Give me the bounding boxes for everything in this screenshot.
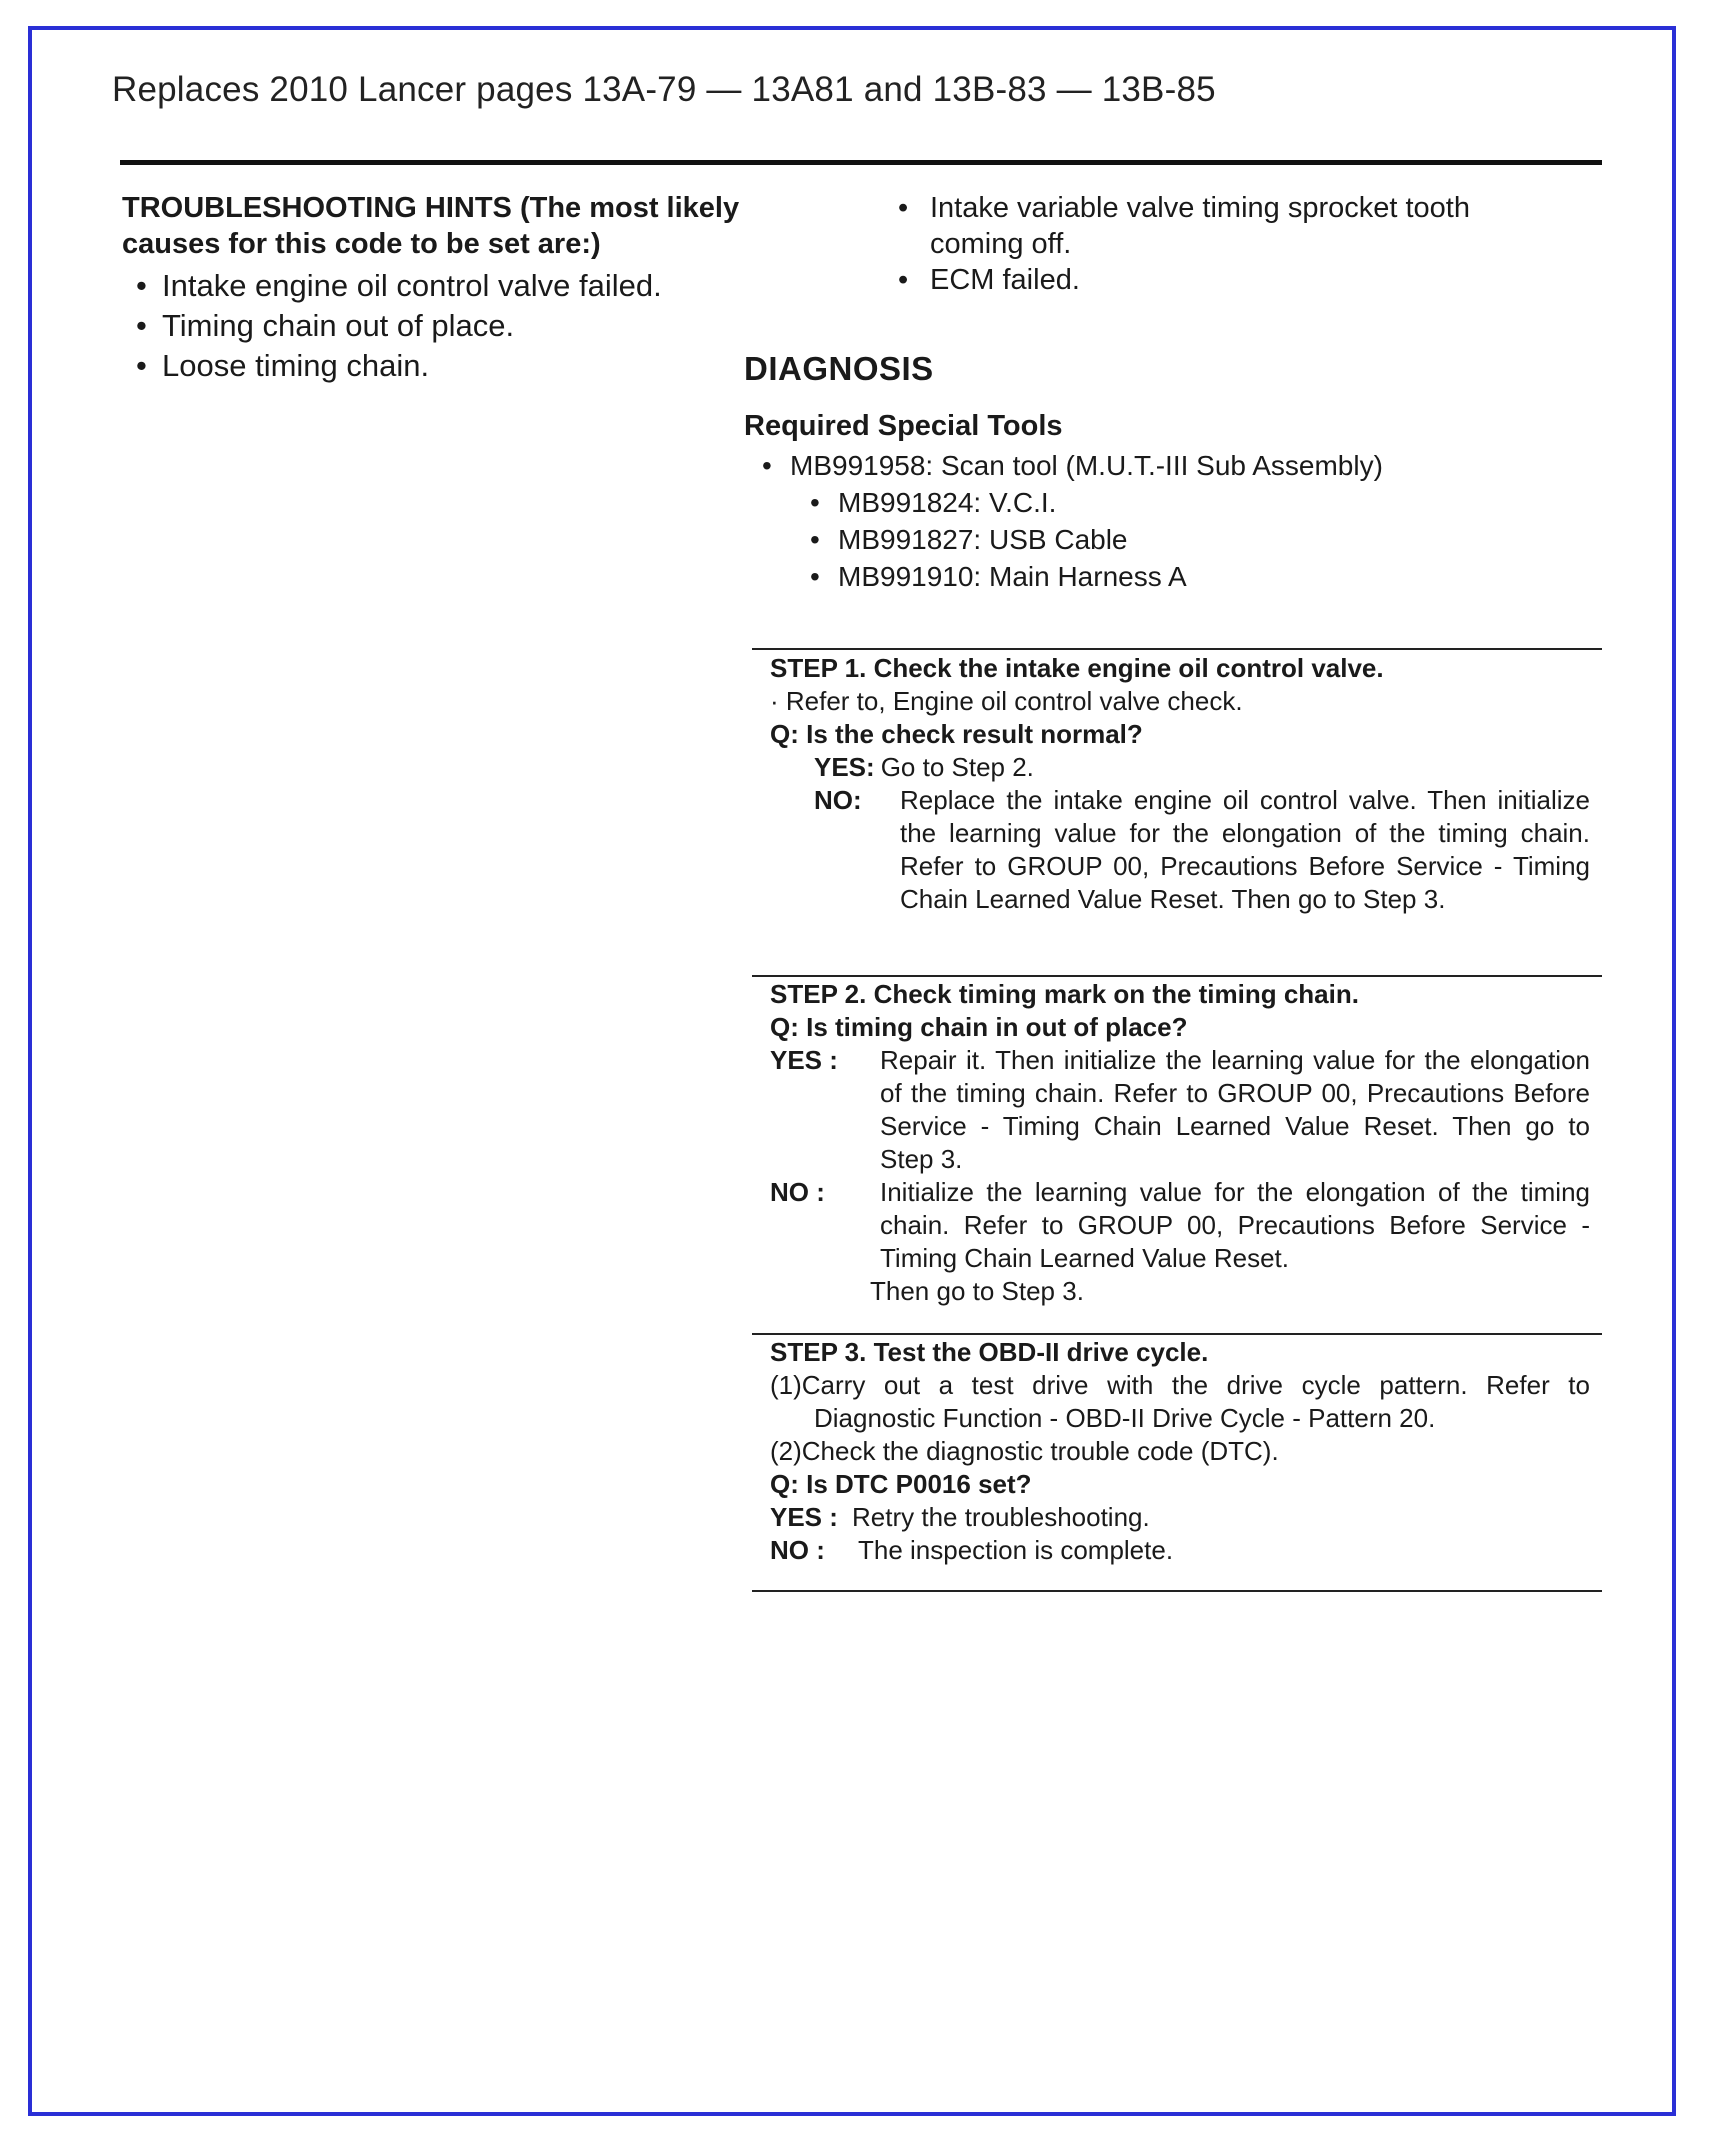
tool-subitem: • MB991824: V.C.I.	[760, 484, 1620, 521]
yes-label: YES :	[770, 1502, 838, 1532]
hint-item: • Intake variable valve timing sprocket tooth coming off.	[896, 190, 1536, 262]
step-title: STEP 3. Test the OBD-II drive cycle.	[770, 1337, 1209, 1367]
step-3	[770, 1336, 1590, 1567]
step-divider	[752, 648, 1602, 650]
step-question: Q: Is DTC P0016 set?	[770, 1469, 1032, 1499]
step-question: Q: Is the check result normal?	[770, 719, 1143, 749]
yes-text: Repair it. Then initialize the learning value for the elongation of the timing chain. Refer to GROUP 00, Precautions Before Service - Timing Chain Learned Value Reset. Then go to Step 3.	[880, 1045, 1590, 1174]
page-header: Replaces 2010 Lancer pages 13A-79 — 13A81 and 13B-83 — 13B-85	[112, 70, 1216, 109]
hints-list-continued	[896, 190, 1536, 298]
hint-item: • Intake engine oil control valve failed.	[122, 266, 812, 306]
step-1	[770, 652, 1590, 916]
step-divider	[752, 1333, 1602, 1335]
hint-item: • ECM failed.	[896, 262, 1536, 298]
hints-list	[122, 266, 812, 386]
yes-label: YES:	[814, 752, 875, 782]
no-tail: Then go to Step 3.	[870, 1276, 1084, 1306]
no-text: Initialize the learning value for the elongation of the timing chain. Refer to GROUP 00, Precautions Before Service - Timing Chain Learned Value Reset.	[880, 1177, 1590, 1273]
hint-item: • Loose timing chain.	[122, 346, 812, 386]
no-label: NO :	[770, 1535, 825, 1565]
no-answer	[770, 1176, 1590, 1275]
hints-title: TROUBLESHOOTING HINTS (The most likely causes for this code to be set are:)	[122, 192, 740, 260]
step-2	[770, 978, 1590, 1308]
hint-item: • Timing chain out of place.	[122, 306, 812, 346]
yes-text: Retry the troubleshooting.	[852, 1502, 1150, 1532]
tool-item: • MB991958: Scan tool (M.U.T.-III Sub Assembly)	[760, 447, 1620, 484]
no-text: Replace the intake engine oil control valve. Then initialize the learning value for the elongation of the timing chain. Refer to GROUP 00, Precautions Before Service - Timing Chain Learned Value Reset. Then go to Step 3.	[900, 785, 1590, 914]
tool-subitem: • MB991910: Main Harness A	[760, 558, 1620, 595]
tools-title: Required Special Tools	[744, 410, 1063, 442]
yes-label: YES :	[770, 1045, 838, 1075]
yes-answer	[770, 1501, 1590, 1534]
no-label: NO :	[770, 1177, 825, 1207]
no-text: The inspection is complete.	[858, 1535, 1174, 1565]
header-divider	[120, 160, 1602, 165]
tools-list	[760, 447, 1620, 595]
no-answer	[770, 784, 1590, 916]
no-answer	[770, 1534, 1590, 1567]
tool-subitem: • MB991827: USB Cable	[760, 521, 1620, 558]
step-divider	[752, 975, 1602, 977]
no-label: NO:	[814, 785, 862, 815]
yes-text: Go to Step 2.	[880, 752, 1034, 782]
step-item: (1)Carry out a test drive with the drive cycle pattern. Refer to Diagnostic Function - OBD-II Drive Cycle - Pattern 20.	[770, 1370, 1590, 1433]
step-item: (2)Check the diagnostic trouble code (DTC).	[770, 1436, 1279, 1466]
step-title: STEP 1. Check the intake engine oil control valve.	[770, 653, 1384, 683]
step-divider	[752, 1590, 1602, 1592]
yes-answer	[770, 1044, 1590, 1176]
step-title: STEP 2. Check timing mark on the timing chain.	[770, 979, 1359, 1009]
step-question: Q: Is timing chain in out of place?	[770, 1012, 1188, 1042]
troubleshooting-hints	[122, 190, 812, 386]
diagnosis-heading: DIAGNOSIS	[744, 350, 934, 387]
step-note: · Refer to, Engine oil control valve check.	[770, 686, 1243, 716]
yes-answer	[770, 751, 1590, 784]
